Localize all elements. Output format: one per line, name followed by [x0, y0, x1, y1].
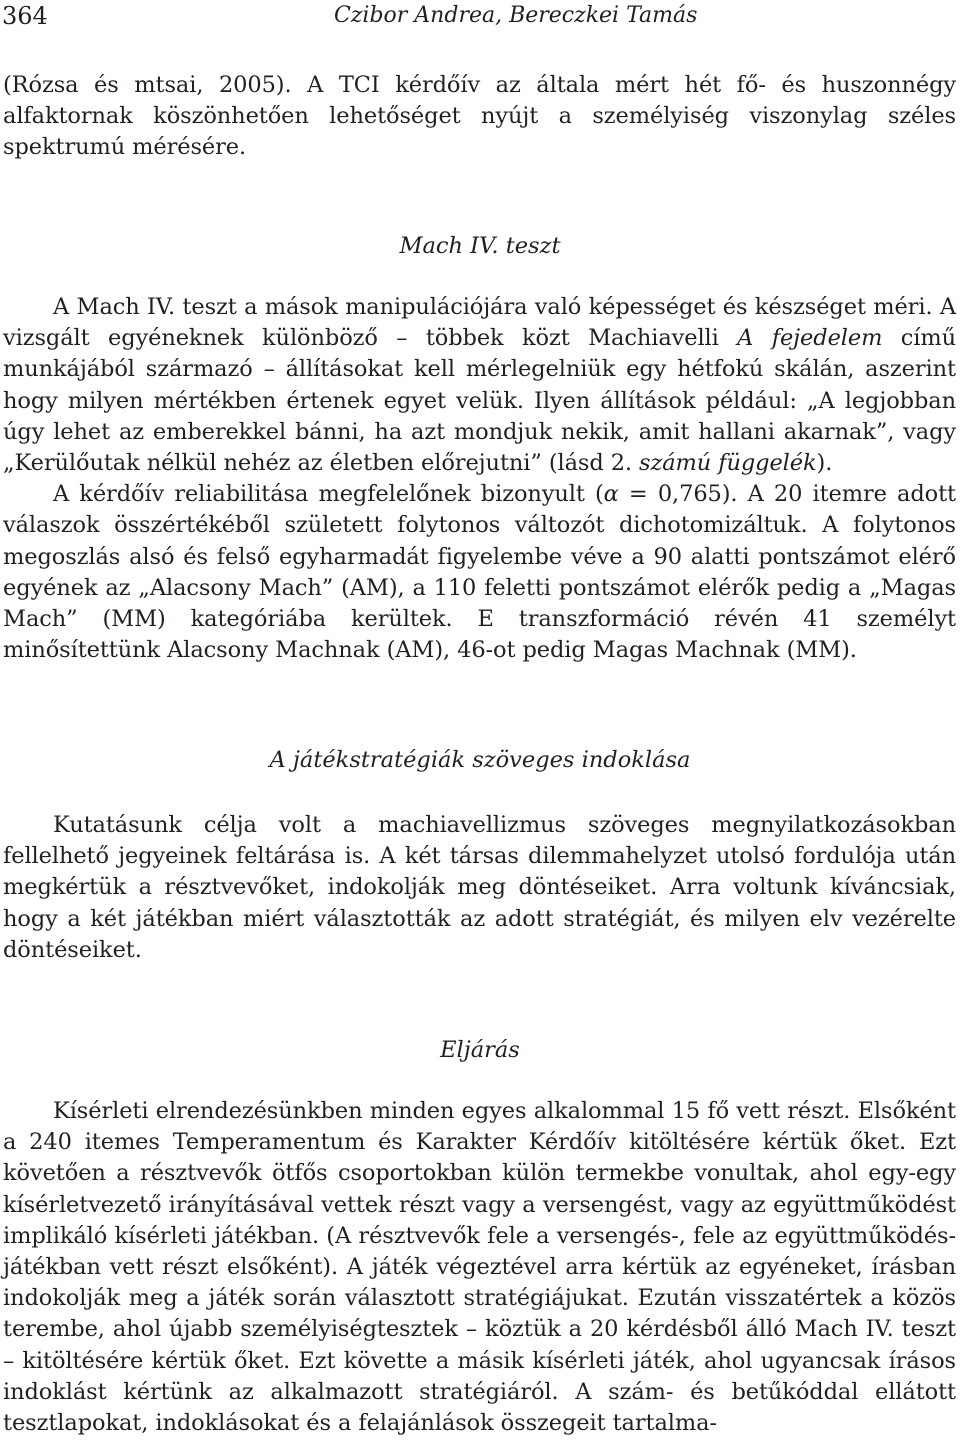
section-heading-strategy: A játékstratégiák szöveges indoklása [269, 747, 691, 773]
running-head: Czibor Andrea, Bereczkei Tamás [334, 3, 698, 28]
strategy-paragraph-1: Kutatásunk célja volt a machiavellizmus szöveges megnyilatkozásokban fellelhető jegyeinek feltárása is. A két társas dilemmahelyzet utolsó fordulója után megkértük a résztvevőket, indokolják meg döntéseiket. Arra voltunk kíváncsiak, hogy a két játékban miért választották az adott stratégiát, és milyen elv vezérelte döntéseiket. [3, 812, 956, 963]
mach-p1-text-c: ). [816, 450, 833, 477]
page-header [0, 0, 960, 40]
alpha-symbol: α [603, 481, 619, 508]
mach-paragraph-1 [3, 292, 956, 479]
section-heading-method: Eljárás [440, 1037, 520, 1063]
mach-p1-title-italic: A fejedelem [737, 325, 883, 352]
mach-p2-text-a: A kérdőív reliabilitása megfelelőnek bizonyult ( [53, 481, 604, 508]
method-section-body [3, 1096, 956, 1439]
page-number: 364 [2, 2, 48, 30]
strategy-section-body [3, 810, 956, 966]
intro-text: (Rózsa és mtsai, 2005). A TCI kérdőív az általa mért hét fő- és huszonnégy alfaktornak köszönhetően lehetőséget nyújt a személyiség viszonylag széles spektrumú mérésére. [3, 72, 956, 161]
mach-p2-text-b: = 0,765). A 20 itemre adott válaszok összértékéből született folytonos változót dichotomizáltuk. A folytonos megoszlás alsó és felső egyharmadát figyelembe véve a 90 alatti pontszámot elérő egyének az „Alacsony Mach” (AM), a 110 feletti pontszámot elérők pedig a „Magas Mach” (MM) kategóriába kerültek. E transzformáció révén 41 személyt minősítettünk Alacsony Machnak (AM), 46-ot pedig Magas Machnak (MM). [3, 481, 956, 664]
mach-p1-text-b: című munkájából származó – állításokat kell mérlegelniük egy hétfokú skálán, aszerint hogy milyen mértékben értenek egyet velük. Ilyen állítások például: „A legjobban úgy lehet az emberekkel bánni, ha azt mondjuk nekik, amit hallani akarnak”, vagy „Kerülőutak nélkül nehéz az életben előrejutni” (lásd 2. [3, 325, 956, 477]
mach-p1-appendix-italic: számú függelék [639, 450, 817, 477]
mach-p1-text-a: A Mach IV. teszt a mások manipulációjára való képességet és készséget méri. A vizsgált egyéneknek különböző – többek közt Machiavelli [3, 294, 956, 352]
method-paragraph-1: Kísérleti elrendezésünkben minden egyes alkalommal 15 fő vett részt. Elsőként a 240 itemes Temperamentum és Karakter Kérdőív kitöltésére kértük őket. Ezt követően a résztvevők ötfős csoportokban külön termekbe vonultak, ahol egy-egy kísérletvezető irányításával vettek részt vagy a versengést, vagy az együttműködést implikáló kísérleti játékban. (A résztvevők fele a versengés-, fele az együttműködés-játékban vett részt elsőként). A játék végeztével arra kértük az egyéneket, írásban indokolják meg a játék során választott stratégiájukat. Ezután visszatértek a közös terembe, ahol újabb személyiségtesztek – köztük a 20 kérdésből álló Mach IV. teszt – kitöltésére kértük őket. Ezt követte a másik kísérleti játék, ahol ugyancsak írásos indoklást kértünk az alkalmazott stratégiáról. A szám- és betűkóddal ellátott tesztlapokat, indoklásokat és a felajánlások összegeit tartalma- [3, 1098, 956, 1437]
mach-paragraph-2 [3, 479, 956, 666]
mach-section-body [3, 292, 956, 666]
section-heading-mach: Mach IV. teszt [399, 233, 561, 259]
intro-paragraph [3, 70, 956, 164]
